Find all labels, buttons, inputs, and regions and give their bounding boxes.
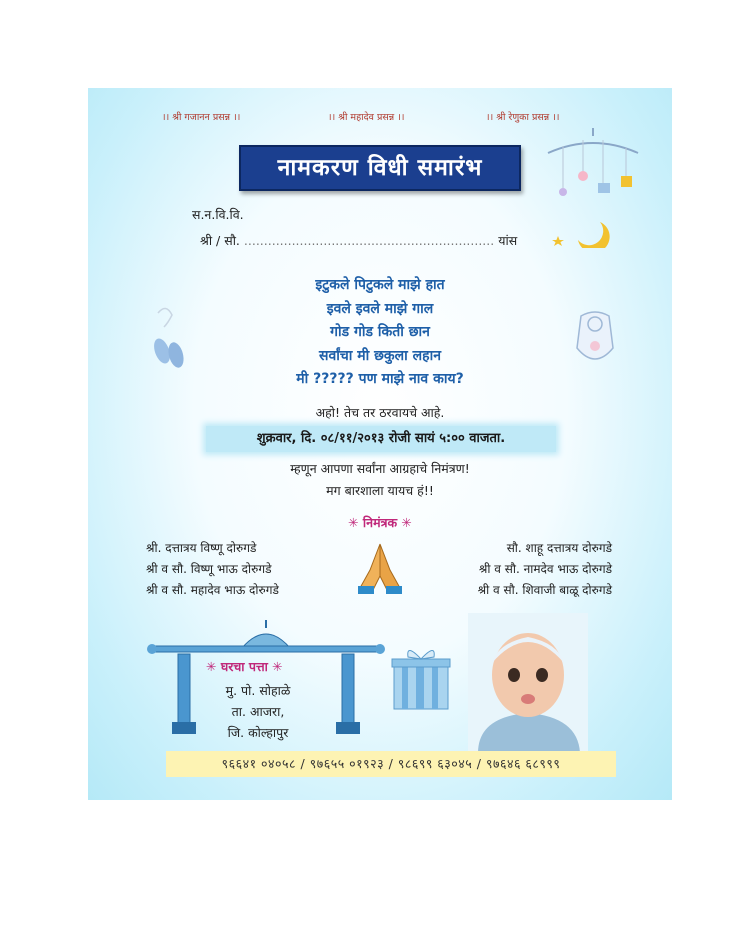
gift-box-icon <box>390 643 452 711</box>
home-address-line: ता. आजरा, <box>231 704 285 719</box>
poem-line: मी ????? पण माझे नाव काय? <box>296 371 464 387</box>
blessing-gajanan: ।। श्री गजानन प्रसन्न ।। <box>162 112 241 123</box>
host-name: श्री व सौ. शिवाजी बाळू दोरुगडे <box>477 583 612 597</box>
recipient-line <box>200 232 517 249</box>
poem-line: गोड गोड किती छान <box>330 324 430 340</box>
host-name: सौ. शाहू दत्तात्रय दोरुगडे <box>506 541 612 555</box>
poem-line: इटुकले पिटुकले माझे हात <box>315 277 445 293</box>
host-name: श्री. दत्तात्रय विष्णू दोरुगडे <box>146 541 257 555</box>
blessing-mahadev: ।। श्री महादेव प्रसन्न ।। <box>328 112 405 123</box>
namaste-hands-icon <box>356 540 404 596</box>
blessing-renuka: ।। श्री रेणुका प्रसन्न ।। <box>486 112 560 123</box>
poem <box>88 274 672 392</box>
hosts-left <box>146 538 279 601</box>
home-address-line: मु. पो. सोहाळे <box>225 683 291 698</box>
home-address <box>208 680 308 743</box>
poem-line: इवले इवले माझे गाल <box>326 300 434 317</box>
recipient-prefix: श्री / सौ. <box>200 233 240 248</box>
event-date: शुक्रवार, दि. ०८/११/२०१३ रोजी सायं ५:०० वाजता. <box>206 426 556 452</box>
baby-mobile-icon <box>538 128 648 248</box>
baby-photo <box>468 613 588 753</box>
home-address-title: ✳ घरचा पत्ता ✳ <box>206 659 283 674</box>
host-name: श्री व सौ. महादेव भाऊ दोरुगडे <box>146 583 279 597</box>
host-name: श्री व सौ. नामदेव भाऊ दोरुगडे <box>478 562 612 576</box>
decide-line: अहो! तेच तर ठरवायचे आहे. <box>315 405 445 420</box>
contact-phones: ९६६४१ ०४०५८ / ९७६५५ ०१९२३ / ९८६९९ ६३०४५ / ९७६४६ ६८९९९ <box>166 751 616 777</box>
page-title: नामकरण विधी समारंभ <box>239 145 521 191</box>
invitation-line-2: मग बारशाला यायच हं!! <box>326 483 434 498</box>
host-name: श्री व सौ. विष्णू भाऊ दोरुगडे <box>146 562 272 576</box>
salutation: स.न.वि.वि. <box>192 207 244 222</box>
invitation-line-1: म्हणून आपणा सर्वांना आग्रहाचे निमंत्रण! <box>290 461 470 476</box>
hosts-heading: ✳ निमंत्रक ✳ <box>348 515 412 530</box>
poem-line: सर्वांचा मी छकुला लहान <box>318 347 442 364</box>
invitation-card <box>88 88 672 800</box>
home-address-line: जि. कोल्हापुर <box>227 725 289 740</box>
recipient-blank: ............................................................... <box>243 233 495 248</box>
recipient-suffix: यांस <box>498 233 518 248</box>
hosts-right <box>478 538 612 601</box>
